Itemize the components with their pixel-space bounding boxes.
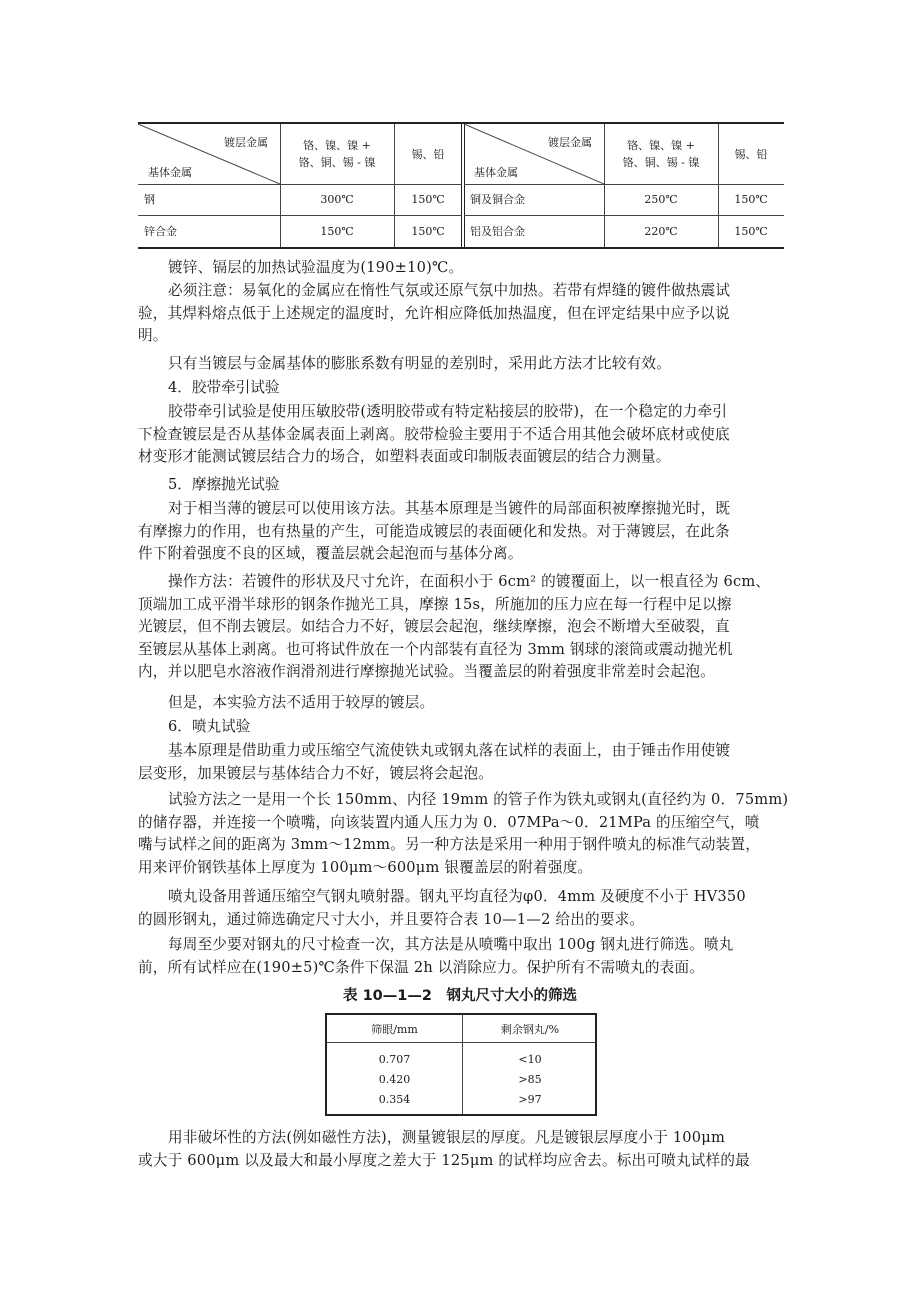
- paragraph-shot-method: [138, 789, 789, 879]
- row-value-b: 150℃: [734, 193, 768, 206]
- text-line: 的储存器，并连接一个喷嘴，向该装置内通人压力为 0．07MPa～0．21MPa 的压缩空气，喷: [138, 813, 760, 831]
- column-header-line: 铬、铜、锡 - 镍: [298, 156, 376, 169]
- text-line: 下检查镀层是否从基体金属表面上剥离。胶带检验主要用于不适合用其他会破坏底材或使底: [138, 425, 730, 443]
- table-cell-residue: >97: [518, 1092, 542, 1106]
- text-line: 件下附着强度不良的区域，覆盖层就会起泡而与基体分离。: [138, 545, 523, 562]
- text-line: 胶带牵引试验是使用压敏胶带(透明胶带或有特定粘接层的胶带)，在一个稳定的力牵引: [168, 403, 728, 420]
- diagonal-header-plating: 镀层金属: [548, 136, 592, 149]
- column-header-residue: 剩余钢丸/%: [500, 1022, 560, 1036]
- text-line: 用非破坏性的方法(例如磁性方法)，测量镀银层的厚度。凡是镀银层厚度小于 100μm: [168, 1129, 726, 1146]
- text-line: 验，其焊料熔点低于上述规定的温度时，允许相应降低加热温度，但在评定结果中应予以说: [138, 304, 730, 322]
- diagonal-header-substrate: 基体金属: [474, 166, 518, 179]
- row-metal: 铜及铜合金: [470, 193, 525, 206]
- text-line: 有摩擦力的作用，也有热量的产生，可能造成镀层的表面硬化和发热。对于薄镀层，在此条: [138, 522, 730, 540]
- paragraph-shot-equipment: [138, 886, 784, 931]
- column-header-chrome-nickel: [280, 124, 394, 184]
- section-heading-tape-test: 4．胶带牵引试验: [168, 379, 280, 396]
- shot-screening-table: [325, 1013, 597, 1116]
- paragraph-silver-thickness: [138, 1127, 784, 1172]
- paragraph-weekly-check: [138, 934, 784, 979]
- text-line: 操作方法：若镀件的形状及尺寸允许，在面积小于 6cm² 的镀覆面上，以一根直径为 6cm、: [168, 573, 771, 590]
- row-value-a: 220℃: [644, 224, 678, 238]
- row-value-a: 150℃: [320, 224, 354, 238]
- text-line: 至镀层从基体上剥离。也可将试件放在一个内部装有直径为 3mm 钢球的滚筒或震动抛光机: [138, 640, 733, 658]
- text-line: 喷丸设备用普通压缩空气钢丸喷射器。钢丸平均直径为φ0．4mm 及硬度不小于 HV350: [168, 888, 746, 905]
- table-left-half: [138, 124, 462, 247]
- column-header-tin-lead: 锡、铅: [411, 147, 445, 161]
- table-cell-residue: <10: [518, 1052, 542, 1066]
- text-line: 顶端加工成平滑半球形的钢条作抛光工具，摩擦 15s，所施加的压力应在每一行程中足以擦: [138, 595, 732, 613]
- text-line: 嘴与试样之间的距离为 3mm～12mm。另一种方法是采用一种用于钢件喷丸的标准气动装置，: [138, 836, 761, 853]
- table-cell-mesh: 0.420: [378, 1072, 411, 1086]
- column-header-tin-lead: 锡、铅: [734, 147, 768, 161]
- paragraph-friction-principle: [138, 498, 784, 566]
- section-heading-friction-polish: 5．摩擦抛光试验: [168, 476, 280, 493]
- paragraph-shot-principle: [138, 740, 784, 785]
- column-header-line: 铬、铜、锡 - 镍: [622, 156, 700, 169]
- text-line: 用来评价钢铁基体上厚度为 100μm～600μm 银覆盖层的附着强度。: [138, 858, 593, 876]
- row-value-b: 150℃: [734, 224, 768, 238]
- column-header-line: 铬、镍、镍 +: [627, 139, 695, 152]
- section-heading-shot-peening: 6．喷丸试验: [168, 718, 251, 735]
- table-right-half: [464, 124, 784, 247]
- paragraph-not-applicable: [138, 692, 784, 715]
- text-line: 材变形才能测试镀层结合力的场合，如塑料表面或印制版表面镀层的结合力测量。: [138, 448, 671, 465]
- paragraph-operation-method: [138, 571, 784, 684]
- paragraph-zinc-cadmium-temp: [138, 257, 784, 280]
- text-line: 内，并以肥皂水溶液作润滑剂进行摩擦抛光试验。当覆盖层的附着强度非常差时会起泡。: [138, 663, 715, 680]
- text-line: 层变形，加果镀层与基体结合力不好，镀层将会起泡。: [138, 764, 494, 782]
- diagonal-header-plating: 镀层金属: [224, 136, 268, 149]
- row-value-b: 150℃: [411, 224, 445, 238]
- paragraph-expansion-coefficient: [138, 353, 784, 376]
- row-metal: 锌合金: [144, 224, 177, 238]
- text-line: 对于相当薄的镀层可以使用该方法。其基本原理是当镀件的局部面积被摩擦抛光时，既: [168, 500, 731, 517]
- table-caption: 表 10—1—2 钢丸尺寸大小的筛选: [343, 988, 577, 1004]
- text-line: 明。: [138, 327, 168, 344]
- text-line: 前，所有试样应在(190±5)℃条件下保温 2h 以消除应力。保护所有不需喷丸的表面。: [138, 958, 705, 976]
- text-line: 镀锌、镉层的加热试验温度为(190±10)℃。: [168, 259, 464, 276]
- table-cell-residue: >85: [518, 1072, 542, 1086]
- text-line: 但是，本实验方法不适用于较厚的镀层。: [168, 694, 435, 711]
- text-line: 只有当镀层与金属基体的膨胀系数有明显的差别时，采用此方法才比较有效。: [168, 355, 671, 372]
- column-header-chrome-nickel: [604, 124, 718, 184]
- text-line: 光镀层，但不削去镀层。如结合力不好，镀层会起泡，继续摩擦，泡会不断增大至破裂，直: [138, 618, 730, 635]
- row-value-a: 250℃: [644, 193, 678, 206]
- text-line: 必须注意：易氧化的金属应在惰性气氛或还原气氛中加热。若带有焊缝的镀件做热震试: [168, 282, 731, 299]
- paragraph-oxidation-note: [138, 280, 784, 348]
- row-value-b: 150℃: [411, 193, 445, 206]
- text-line: 的圆形钢丸，通过筛选确定尺寸大小，并且要符合表 10—1—2 给出的要求。: [138, 910, 645, 928]
- paragraph-tape-test: [138, 401, 784, 469]
- table-cell-mesh: 0.707: [378, 1052, 411, 1066]
- diagonal-header-substrate: 基体金属: [148, 166, 192, 179]
- text-line: 基本原理是借助重力或压缩空气流使铁丸或钢丸落在试样的表面上，由于锤击作用使镀: [168, 742, 731, 759]
- column-header-line: 铬、镍、镍 +: [303, 139, 371, 152]
- row-value-a: 300℃: [320, 193, 354, 206]
- column-header-mesh: 筛眼/mm: [371, 1022, 418, 1036]
- heating-temperature-table: [138, 122, 784, 249]
- text-line: 或大于 600μm 以及最大和最小厚度之差大于 125μm 的试样均应舍去。标出可喷丸试样的最: [138, 1151, 750, 1169]
- text-line: 试验方法之一是用一个长 150mm、内径 19mm 的管子作为铁丸或钢丸(直径约为 0．75mm): [168, 791, 789, 808]
- table-cell-mesh: 0.354: [378, 1092, 411, 1106]
- row-metal: 铝及铝合金: [470, 224, 525, 238]
- row-metal: 钢: [144, 193, 155, 206]
- text-line: 每周至少要对钢丸的尺寸检查一次，其方法是从喷嘴中取出 100g 钢丸进行筛选。喷丸: [168, 936, 734, 953]
